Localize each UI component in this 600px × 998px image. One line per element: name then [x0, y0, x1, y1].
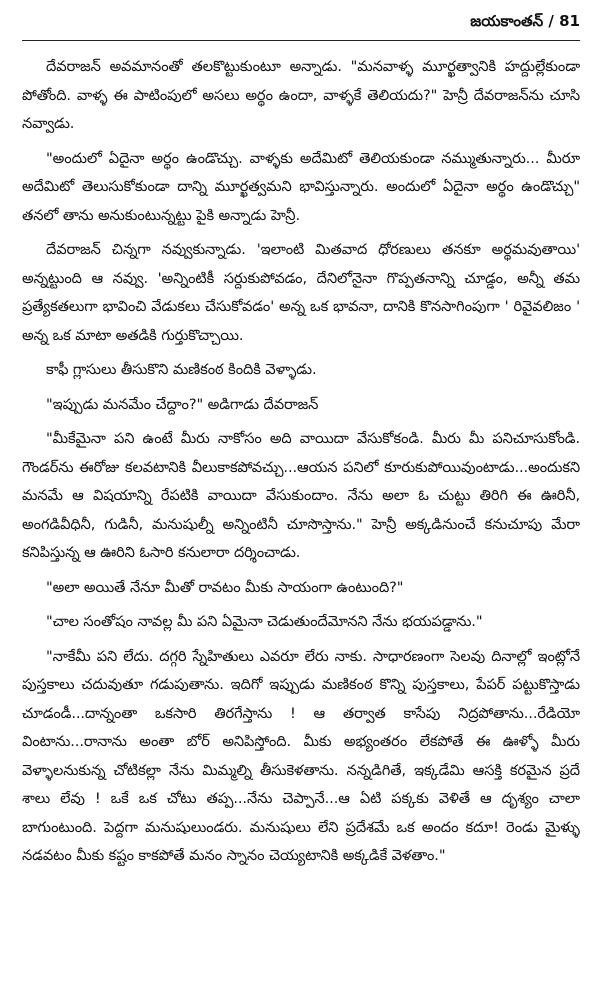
- paragraph: "అందులో ఏదైనా అర్థం ఉండొచ్చు. వాళ్ళకు అదేమిటో తెలియకుండా నమ్ముతున్నారు... మీరూ అదేమిటో తెలుసుకోకుండా దాన్ని మూర్ఖత్వమని భావిస్తున్నారు. అందులో ఏదైనా అర్థం ఉండొచ్చు" తనలో తాను అనుకుంటున్నట్టు పైకి అన్నాడు హెన్రీ.: [22, 149, 580, 224]
- paragraph: "ఇప్పుడు మనమేం చేద్దాం?" అడిగాడు దేవరాజన్: [46, 395, 319, 413]
- page-body: [22, 53, 580, 871]
- paragraph: దేవరాజన్ చిన్నగా నవ్వుకున్నాడు. 'ఇలాంటి మితవాద ధోరణులు తనకూ అర్థమవుతాయి' అన్నట్టుంది ఆ నవ్వు. 'అన్నింటికీ సర్దుకుపోవడం, దేనిలోనైనా గొప్పతనాన్ని చూడ్డం, అన్నీ తమ ప్రత్యేకతలుగా భావించి వేడుకలు చేసుకోవడం' అన్న ఒక భావనా, దానికి కొనసాగింపుగా ' రివైవలిజం ' అన్న ఒక మాటా అతడికి గుర్తుకొచ్చాయి.: [22, 241, 580, 344]
- paragraph: "నాకేమీ పని లేదు. దగ్గరి స్నేహితులు ఎవరూ లేరు నాకు. సాధారణంగా సెలవు దినాల్లో ఇంట్లోనే పుస్తకాలు చదువుతూ గడుపుతాను. ఇదిగో ఇప్పుడు మణికంఠ కొన్ని పుస్తకాలు, పేపర్ పట్టుకొస్తాడు చూడండీ...దాన్నంతా ఒకసారి తిరగేస్తాను ! ఆ తర్వాత కాసేపు నిద్రపోతాను...రేడియో వింటాను...రానాను అంతా బోర్ అనిపిస్తోంది. మీకు అభ్యంతరం లేకపోతే ఈ ఊళ్ళో మీరు వెళ్ళాలనుకున్న చోటికల్లా నేను మిమ్మల్ని తీసుకెళతాను. నన్నడిగితే, ఇక్కడేమి ఆసక్తి కరమైన ప్రదే శాలు లేవు ! ఒకే ఒక చోటు తప్ప...నేను చెప్పానే...ఆ ఏటి పక్కకు వెళితే ఆ దృశ్యం చాలా బాగుంటుంది. పెద్దగా మనుషులుండరు. మనుషులు లేని ప్రదేశమే ఒక అందం కదూ! రెండు మైళ్ళు నడవటం మీకు కష్టం కాకపోతే మనం స్నానం చెయ్యటానికి అక్కడికే వెళతాం.": [22, 647, 580, 864]
- page-header: జయకాంతన్ / 81: [22, 12, 580, 41]
- paragraph: "చాల సంతోషం నావల్ల మీ పని ఏమైనా చెడుతుందేమోనని నేను భయపడ్డాను.": [46, 613, 483, 630]
- paragraph: "అలా అయితే నేనూ మీతో రావటం మీకు సాయంగా ఉంటుంది?": [46, 578, 404, 596]
- paragraph: దేవరాజన్ అవమానంతో తలకొట్టుకుంటూ అన్నాడు. "మనవాళ్ళ మూర్ఖత్వానికి హద్దుల్లేకుండా పోతోంది. వాళ్ళ ఈ పాటింపులో అసలు అర్థం ఉందా, వాళ్ళకే తెలియదు?" హెన్రీ దేవరాజన్‌ను చూసి నవ్వాడు.: [22, 58, 580, 132]
- paragraph: కాఫీ గ్లాసులు తీసుకొని మణికంఠ కిందికి వెళ్ళాడు.: [46, 361, 317, 378]
- paragraph: "మీకేమైనా పని ఉంటే మీరు నాకోసం అది వాయిదా వేసుకోకండి. మీరు మీ పనిచూసుకోండి. గౌండర్‌ను ఈరోజు కలవటానికి వీలుకాకపోవచ్చు...ఆయన పనిలో కూరుకుపోయివుంటాడు...అందుకని మనమే ఆ విషయాన్ని రేపటికి వాయిదా వేసుకుందాం. నేను అలా ఓ చుట్టు తిరిగి ఈ ఊరినీ, అంగడివీధినీ, గుడినీ, మనుషుల్నీ అన్నింటినీ చూసొస్తాను." హెన్రీ అక్కడినుంచే కనుచూపు మేరా కనిపిస్తున్న ఆ ఊరిని ఓసారి కనులారా దర్శించాడు.: [22, 430, 580, 561]
